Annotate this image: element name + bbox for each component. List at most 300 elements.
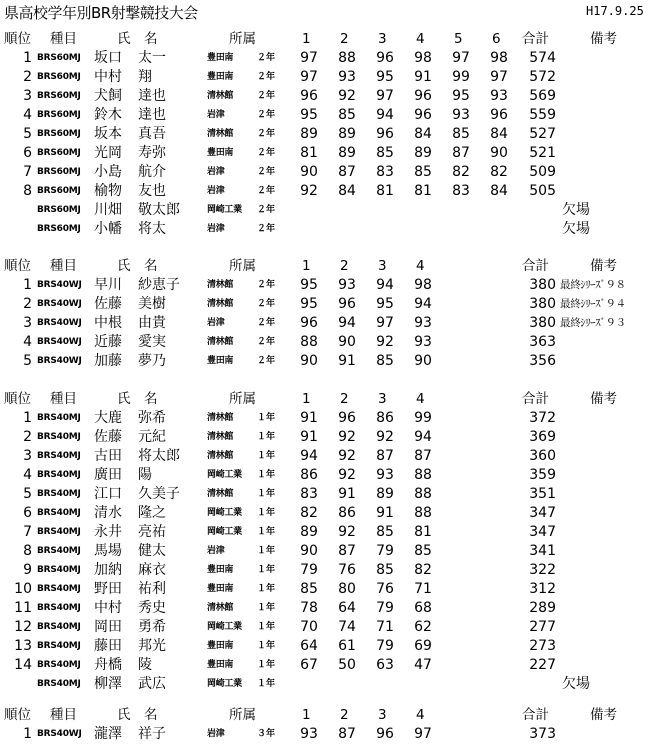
event-cell: BRS60MJ: [37, 205, 81, 215]
table-header: [0, 706, 652, 725]
table-row: [0, 87, 652, 106]
grade-cell: １年: [256, 584, 275, 594]
table-row: [0, 125, 652, 144]
surname-cell: 鈴木: [94, 107, 122, 123]
given-name-cell: 太一: [138, 50, 166, 66]
header-shot: 2: [340, 31, 349, 47]
given-name-cell: 弥希: [138, 410, 166, 426]
school-cell: 岩津: [207, 110, 225, 120]
score-cell: 97: [490, 69, 508, 85]
header-shot: 2: [340, 391, 349, 407]
school-cell: 岡崎工業: [207, 679, 242, 689]
rank-cell: 13: [14, 638, 32, 654]
score-cell: 96: [300, 315, 318, 331]
header-shot: 3: [378, 707, 387, 723]
score-cell: 71: [414, 581, 432, 597]
score-cell: 86: [338, 505, 356, 521]
school-cell: 清林館: [207, 129, 234, 139]
school-cell: 清林館: [207, 603, 234, 613]
score-cell: 96: [490, 107, 508, 123]
grade-cell: １年: [256, 508, 275, 518]
table-row: [0, 504, 652, 523]
school-cell: 岡崎工業: [207, 527, 242, 537]
surname-cell: 瀧澤: [94, 726, 122, 742]
table-row: [0, 542, 652, 561]
score-cell: 91: [300, 429, 318, 445]
table-row: [0, 618, 652, 637]
score-cell: 90: [338, 334, 356, 350]
score-cell: 95: [376, 69, 394, 85]
event-cell: BRS60MJ: [37, 148, 81, 158]
score-cell: 85: [376, 524, 394, 540]
score-cell: 97: [376, 315, 394, 331]
given-name-cell: 友也: [138, 183, 166, 199]
event-cell: BRS60MJ: [37, 224, 81, 234]
score-cell: 76: [338, 562, 356, 578]
score-cell: 94: [376, 107, 394, 123]
event-cell: BRS60MJ: [37, 129, 81, 139]
rank-cell: 4: [23, 467, 32, 483]
table-row: [0, 523, 652, 542]
event-cell: BRS60MJ: [37, 53, 81, 63]
score-cell: 87: [376, 448, 394, 464]
score-cell: 92: [300, 183, 318, 199]
total-cell: 289: [529, 600, 556, 616]
grade-cell: ２年: [256, 167, 275, 177]
surname-cell: 永井: [94, 524, 122, 540]
score-cell: 98: [490, 50, 508, 66]
school-cell: 豊田南: [207, 53, 234, 63]
remark-cell: 欠場: [562, 221, 590, 237]
header-total: 合計: [522, 707, 549, 723]
score-cell: 87: [414, 448, 432, 464]
score-cell: 84: [414, 126, 432, 142]
score-cell: 93: [376, 467, 394, 483]
score-cell: 85: [338, 107, 356, 123]
page-title: 県高校学年別BR射撃競技大会: [4, 4, 198, 22]
remark-cell: 欠場: [562, 676, 590, 692]
table-row: [0, 656, 652, 675]
header-remark: 備考: [590, 258, 617, 274]
grade-cell: ２年: [256, 53, 275, 63]
score-cell: 92: [376, 334, 394, 350]
given-name-cell: 真吾: [138, 126, 166, 142]
header-shot: 2: [340, 258, 349, 274]
total-cell: 572: [529, 69, 556, 85]
score-cell: 90: [414, 353, 432, 369]
score-cell: 97: [376, 88, 394, 104]
grade-cell: ２年: [256, 148, 275, 158]
header-remark: 備考: [590, 391, 617, 407]
score-cell: 93: [490, 88, 508, 104]
rank-cell: 10: [14, 581, 32, 597]
score-cell: 81: [414, 183, 432, 199]
school-cell: 岩津: [207, 729, 225, 739]
score-cell: 70: [300, 619, 318, 635]
score-cell: 90: [300, 543, 318, 559]
score-cell: 92: [338, 524, 356, 540]
total-cell: 559: [529, 107, 556, 123]
table-row: [0, 220, 652, 239]
header-event: 種目: [50, 31, 77, 47]
table-row: [0, 276, 652, 295]
score-cell: 89: [338, 126, 356, 142]
header-school: 所属: [229, 31, 256, 47]
rank-cell: 7: [23, 164, 32, 180]
given-name-cell: 秀史: [138, 600, 166, 616]
event-cell: BRS40MJ: [37, 641, 81, 651]
surname-cell: 近藤: [94, 334, 122, 350]
surname-cell: 藤田: [94, 638, 122, 654]
given-name-cell: 達也: [138, 107, 166, 123]
surname-cell: 加納: [94, 562, 122, 578]
school-cell: 清林館: [207, 299, 234, 309]
surname-cell: 榆物: [94, 183, 122, 199]
score-cell: 95: [300, 277, 318, 293]
score-cell: 95: [300, 107, 318, 123]
surname-cell: 中根: [94, 315, 122, 331]
total-cell: 372: [529, 410, 556, 426]
school-cell: 清林館: [207, 432, 234, 442]
rank-cell: 2: [23, 429, 32, 445]
score-cell: 91: [338, 486, 356, 502]
total-cell: 369: [529, 429, 556, 445]
score-cell: 89: [300, 126, 318, 142]
header-event: 種目: [50, 707, 77, 723]
score-cell: 85: [452, 126, 470, 142]
score-cell: 79: [376, 600, 394, 616]
event-cell: BRS60MJ: [37, 167, 81, 177]
given-name-cell: 由貴: [138, 315, 166, 331]
score-cell: 88: [300, 334, 318, 350]
given-name-cell: 武広: [138, 676, 166, 692]
school-cell: 豊田南: [207, 641, 234, 651]
header-total: 合計: [522, 391, 549, 407]
event-cell: BRS40MJ: [37, 546, 81, 556]
header-shot: 1: [302, 391, 311, 407]
school-cell: 清林館: [207, 337, 234, 347]
school-cell: 岡崎工業: [207, 622, 242, 632]
table-row: [0, 725, 652, 744]
table-row: [0, 49, 652, 68]
score-cell: 96: [376, 726, 394, 742]
rank-cell: 12: [14, 619, 32, 635]
table-row: [0, 428, 652, 447]
rank-cell: 3: [23, 88, 32, 104]
header-shot: 3: [378, 31, 387, 47]
table-header: [0, 390, 652, 409]
score-cell: 90: [300, 353, 318, 369]
total-cell: 312: [529, 581, 556, 597]
score-cell: 85: [414, 164, 432, 180]
score-cell: 99: [452, 69, 470, 85]
given-name-cell: 夢乃: [138, 353, 166, 369]
grade-cell: ３年: [256, 729, 275, 739]
event-cell: BRS40MJ: [37, 584, 81, 594]
rank-cell: 1: [23, 50, 32, 66]
score-cell: 63: [376, 657, 394, 673]
header-shot: 4: [416, 31, 425, 47]
score-cell: 64: [338, 600, 356, 616]
score-cell: 85: [376, 562, 394, 578]
score-cell: 83: [300, 486, 318, 502]
score-cell: 85: [300, 581, 318, 597]
grade-cell: １年: [256, 565, 275, 575]
total-cell: 380: [529, 296, 556, 312]
given-name-cell: 達也: [138, 88, 166, 104]
score-cell: 91: [414, 69, 432, 85]
surname-cell: 大鹿: [94, 410, 122, 426]
school-cell: 清林館: [207, 489, 234, 499]
grade-cell: ２年: [256, 186, 275, 196]
event-cell: BRS40MJ: [37, 451, 81, 461]
grade-cell: １年: [256, 622, 275, 632]
rank-cell: 4: [23, 107, 32, 123]
given-name-cell: 久美子: [138, 486, 180, 502]
rank-cell: 8: [23, 543, 32, 559]
given-name-cell: 陵: [138, 657, 152, 673]
remark-cell: 最終ｼﾘｰｽﾞ９３: [560, 317, 626, 329]
given-name-cell: 敬太郎: [138, 202, 180, 218]
surname-cell: 坂本: [94, 126, 122, 142]
rank-cell: 11: [14, 600, 32, 616]
event-cell: BRS40MJ: [37, 527, 81, 537]
given-name-cell: 亮祐: [138, 524, 166, 540]
header-name: 氏 名: [117, 707, 158, 723]
event-cell: BRS40WJ: [37, 280, 82, 290]
table-row: [0, 409, 652, 428]
given-name-cell: 祥子: [138, 726, 166, 742]
remark-cell: 最終ｼﾘｰｽﾞ９４: [560, 298, 626, 310]
score-cell: 86: [376, 410, 394, 426]
score-cell: 98: [414, 50, 432, 66]
score-cell: 99: [414, 410, 432, 426]
grade-cell: １年: [256, 451, 275, 461]
header-school: 所属: [229, 707, 256, 723]
surname-cell: 佐藤: [94, 296, 122, 312]
score-cell: 69: [414, 638, 432, 654]
surname-cell: 柳澤: [94, 676, 122, 692]
event-cell: BRS40MJ: [37, 470, 81, 480]
score-cell: 81: [414, 524, 432, 540]
given-name-cell: 航介: [138, 164, 166, 180]
event-cell: BRS40WJ: [37, 318, 82, 328]
surname-cell: 早川: [94, 277, 122, 293]
surname-cell: 廣田: [94, 467, 122, 483]
table-header: [0, 30, 652, 49]
score-cell: 93: [338, 277, 356, 293]
score-cell: 96: [376, 50, 394, 66]
header-shot: 4: [416, 391, 425, 407]
score-cell: 94: [414, 429, 432, 445]
school-cell: 豊田南: [207, 584, 234, 594]
event-date: H17.9.25: [586, 4, 644, 18]
grade-cell: １年: [256, 489, 275, 499]
grade-cell: ２年: [256, 299, 275, 309]
score-cell: 79: [376, 543, 394, 559]
total-cell: 347: [529, 524, 556, 540]
header-shot: 3: [378, 258, 387, 274]
score-cell: 83: [376, 164, 394, 180]
score-cell: 76: [376, 581, 394, 597]
rank-cell: 6: [23, 505, 32, 521]
header-total: 合計: [522, 258, 549, 274]
total-cell: 569: [529, 88, 556, 104]
score-cell: 81: [376, 183, 394, 199]
score-cell: 68: [414, 600, 432, 616]
table-header: [0, 257, 652, 276]
remark-cell: 最終ｼﾘｰｽﾞ９８: [560, 279, 626, 291]
table-row: [0, 201, 652, 220]
event-cell: BRS40MJ: [37, 679, 81, 689]
score-cell: 92: [376, 429, 394, 445]
grade-cell: １年: [256, 603, 275, 613]
score-cell: 93: [414, 315, 432, 331]
surname-cell: 清水: [94, 505, 122, 521]
grade-cell: ２年: [256, 110, 275, 120]
score-cell: 93: [338, 69, 356, 85]
given-name-cell: 将太郎: [138, 448, 180, 464]
score-cell: 93: [452, 107, 470, 123]
given-name-cell: 隆之: [138, 505, 166, 521]
grade-cell: １年: [256, 527, 275, 537]
score-cell: 82: [490, 164, 508, 180]
score-cell: 67: [300, 657, 318, 673]
event-cell: BRS40WJ: [37, 337, 82, 347]
score-cell: 92: [338, 448, 356, 464]
event-cell: BRS40WJ: [37, 729, 82, 739]
score-cell: 84: [490, 126, 508, 142]
score-cell: 91: [338, 353, 356, 369]
header-shot: 1: [302, 31, 311, 47]
total-cell: 227: [529, 657, 556, 673]
table-row: [0, 561, 652, 580]
school-cell: 清林館: [207, 451, 234, 461]
table-row: [0, 314, 652, 333]
table-row: [0, 637, 652, 656]
event-cell: BRS60MJ: [37, 72, 81, 82]
rank-cell: 5: [23, 126, 32, 142]
school-cell: 岡崎工業: [207, 508, 242, 518]
table-row: [0, 466, 652, 485]
given-name-cell: 勇希: [138, 619, 166, 635]
score-cell: 87: [338, 726, 356, 742]
grade-cell: ２年: [256, 91, 275, 101]
score-cell: 94: [376, 277, 394, 293]
score-cell: 82: [452, 164, 470, 180]
score-cell: 64: [300, 638, 318, 654]
event-cell: BRS40MJ: [37, 489, 81, 499]
header-name: 氏 名: [117, 391, 158, 407]
grade-cell: ２年: [256, 318, 275, 328]
grade-cell: ２年: [256, 205, 275, 215]
rank-cell: 1: [23, 410, 32, 426]
score-cell: 83: [452, 183, 470, 199]
school-cell: 豊田南: [207, 660, 234, 670]
score-cell: 71: [376, 619, 394, 635]
table-row: [0, 182, 652, 201]
rank-cell: 5: [23, 353, 32, 369]
score-cell: 97: [300, 69, 318, 85]
score-cell: 91: [300, 410, 318, 426]
school-cell: 岡崎工業: [207, 205, 242, 215]
header-rank: 順位: [4, 258, 31, 274]
table-row: [0, 352, 652, 371]
event-cell: BRS60MJ: [37, 110, 81, 120]
event-cell: BRS60MJ: [37, 186, 81, 196]
header-school: 所属: [229, 391, 256, 407]
surname-cell: 岡田: [94, 619, 122, 635]
surname-cell: 舟橋: [94, 657, 122, 673]
total-cell: 527: [529, 126, 556, 142]
score-cell: 50: [338, 657, 356, 673]
score-cell: 79: [300, 562, 318, 578]
given-name-cell: 翔: [138, 69, 152, 85]
score-cell: 79: [376, 638, 394, 654]
school-cell: 岩津: [207, 186, 225, 196]
rank-cell: 14: [14, 657, 32, 673]
given-name-cell: 祐利: [138, 581, 166, 597]
header-event: 種目: [50, 258, 77, 274]
header-name: 氏 名: [117, 31, 158, 47]
score-cell: 87: [338, 543, 356, 559]
rank-cell: 2: [23, 296, 32, 312]
rank-cell: 2: [23, 69, 32, 85]
total-cell: 521: [529, 145, 556, 161]
school-cell: 岡崎工業: [207, 470, 242, 480]
grade-cell: １年: [256, 660, 275, 670]
event-cell: BRS40MJ: [37, 660, 81, 670]
total-cell: 380: [529, 315, 556, 331]
surname-cell: 中村: [94, 69, 122, 85]
surname-cell: 古田: [94, 448, 122, 464]
total-cell: 351: [529, 486, 556, 502]
score-cell: 86: [300, 467, 318, 483]
score-cell: 96: [338, 410, 356, 426]
header-shot: 4: [416, 707, 425, 723]
header-school: 所属: [229, 258, 256, 274]
header-rank: 順位: [4, 391, 31, 407]
header-shot: 4: [416, 258, 425, 274]
header-shot: 3: [378, 391, 387, 407]
event-cell: BRS40MJ: [37, 508, 81, 518]
score-cell: 88: [414, 505, 432, 521]
school-cell: 清林館: [207, 413, 234, 423]
remark-cell: 欠場: [562, 202, 590, 218]
score-cell: 89: [376, 486, 394, 502]
event-cell: BRS40WJ: [37, 356, 82, 366]
event-cell: BRS60MJ: [37, 91, 81, 101]
event-cell: BRS40MJ: [37, 622, 81, 632]
score-cell: 96: [338, 296, 356, 312]
score-cell: 62: [414, 619, 432, 635]
rank-cell: 7: [23, 524, 32, 540]
rank-cell: 9: [23, 562, 32, 578]
score-cell: 93: [414, 334, 432, 350]
grade-cell: １年: [256, 641, 275, 651]
rank-cell: 1: [23, 726, 32, 742]
header-rank: 順位: [4, 31, 31, 47]
given-name-cell: 邦光: [138, 638, 166, 654]
score-cell: 74: [338, 619, 356, 635]
grade-cell: １年: [256, 470, 275, 480]
score-cell: 88: [338, 50, 356, 66]
score-cell: 89: [338, 145, 356, 161]
school-cell: 清林館: [207, 91, 234, 101]
surname-cell: 小島: [94, 164, 122, 180]
rank-cell: 3: [23, 315, 32, 331]
surname-cell: 佐藤: [94, 429, 122, 445]
